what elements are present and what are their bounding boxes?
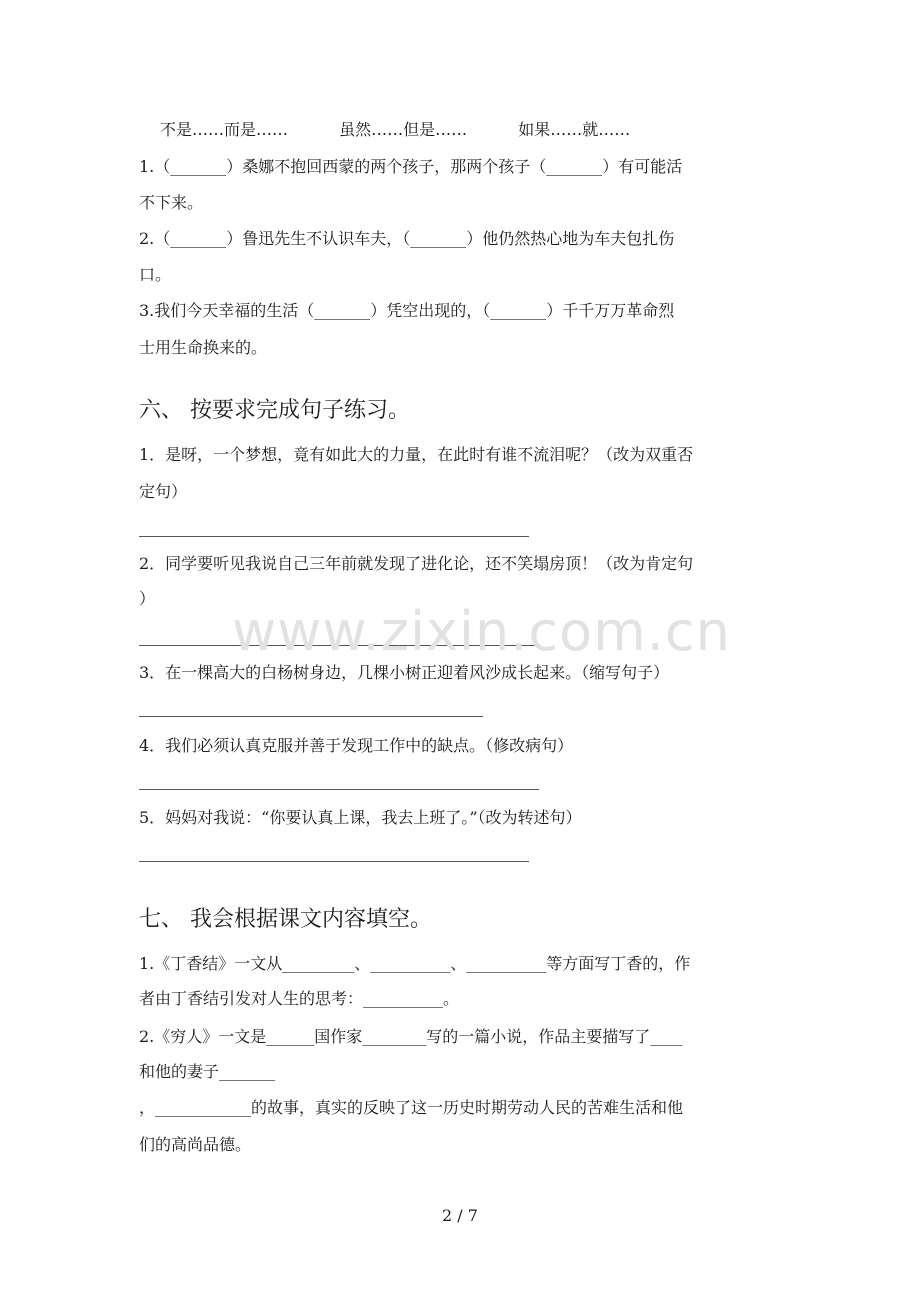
- section-7-title: 七、 我会根据课文内容填空。: [139, 907, 432, 932]
- fill-item-1-line-1: 1.（_______）桑娜不抱回西蒙的两个孩子，那两个孩子（_______）有可能活: [139, 157, 683, 176]
- s6-item-4-line-1: 4．我们必须认真克服并善于发现工作中的缺点。（修改病句）: [139, 736, 574, 755]
- s7-item-1-line-2: 者由丁香结引发对人生的思考：__________。: [139, 989, 460, 1008]
- answer-line-5[interactable]: [139, 861, 529, 862]
- s7-item-2-line-3: ，____________的故事，真实的反映了这一历史时期劳动人民的苦难生活和他: [139, 1098, 684, 1117]
- conjunction-options: [160, 120, 800, 140]
- option-1: 不是……而是……: [160, 120, 289, 139]
- s6-item-1-line-2: 定句）: [139, 482, 188, 501]
- fill-item-3-line-1: 3.我们今天幸福的生活（_______）凭空出现的，（_______）千千万万革命烈: [139, 301, 675, 320]
- fill-item-1-line-2: 不下来。: [139, 193, 204, 212]
- answer-line-4[interactable]: [139, 789, 539, 790]
- answer-line-3[interactable]: [139, 716, 483, 717]
- option-3: 如果……就……: [518, 120, 631, 139]
- section-6-title: 六、 按要求完成句子练习。: [139, 398, 410, 423]
- option-2: 虽然……但是……: [339, 120, 468, 139]
- s7-item-2-line-2: 和他的妻子_______: [139, 1062, 276, 1081]
- s6-item-2-line-2: ）: [139, 589, 156, 608]
- s6-item-1-line-1: 1．是呀，一个梦想，竟有如此大的力量，在此时有谁不流泪呢？（改为双重否: [139, 445, 694, 464]
- fill-item-2-line-1: 2.（_______）鲁迅先生不认识车夫，（_______）他仍然热心地为车夫包扎伤: [139, 229, 675, 248]
- fill-item-3-line-2: 士用生命换来的。: [139, 338, 268, 357]
- s6-item-3-line-1: 3．在一棵高大的白杨树身边，几棵小树正迎着风沙成长起来。（缩写句子）: [139, 663, 670, 682]
- s6-item-5-line-1: 5．妈妈对我说：“你要认真上课，我去上班了。”（改为转述句）: [139, 808, 582, 827]
- s7-item-2-line-1: 2.《穷人》一文是______国作家________写的一篇小说，作品主要描写了____: [139, 1027, 683, 1046]
- answer-line-1[interactable]: [139, 536, 529, 537]
- fill-item-2-line-2: 口。: [139, 265, 172, 284]
- s7-item-2-line-4: 们的高尚品德。: [139, 1135, 252, 1154]
- watermark: www.zixin.com.cn: [232, 600, 731, 663]
- s6-item-2-line-1: 2．同学要听见我说自己三年前就发现了进化论，还不笑塌房顶！（改为肯定句: [139, 554, 694, 573]
- page-number: 2 / 7: [442, 1206, 478, 1225]
- s7-item-1-line-1: 1.《丁香结》一文从_________、__________、__________等方面写丁香的，作: [139, 954, 691, 973]
